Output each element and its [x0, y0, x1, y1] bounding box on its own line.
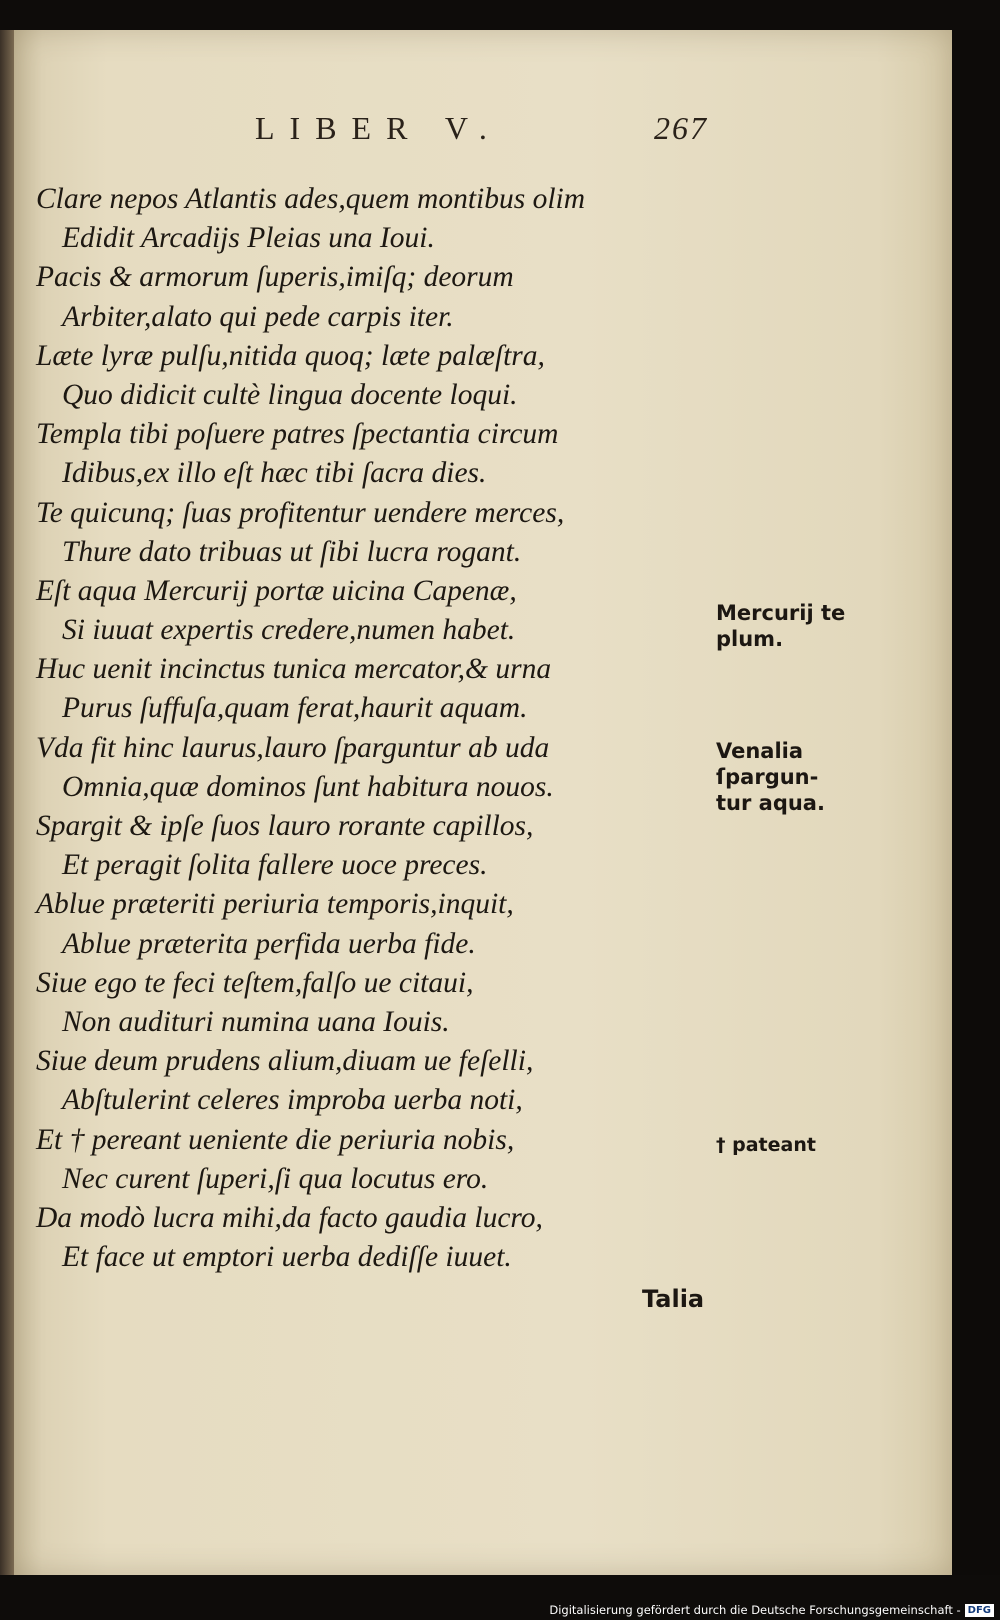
- verse-line: Templa tibi poſuere patres ſpectantia circum: [36, 418, 559, 451]
- verse-line: Vda fit hinc laurus,lauro ſparguntur ab uda: [36, 731, 550, 764]
- book-spine: [0, 30, 14, 1575]
- verse-line: Quo didicit cultè lingua docente loqui.: [62, 378, 518, 411]
- verse-line: Si iuuat expertis credere,numen habet.: [62, 614, 516, 647]
- page-number: 267: [654, 110, 708, 146]
- running-head: LIBER V.: [255, 110, 502, 146]
- verse-line: Abſtulerint celeres improba uerba noti,: [62, 1084, 523, 1117]
- verse-line: Eſt aqua Mercurij portæ uicina Capenæ,: [36, 574, 517, 607]
- verse-line: Arbiter,alato qui pede carpis iter.: [62, 300, 454, 333]
- verse-line: Huc uenit incinctus tunica mercator,& urna: [36, 653, 552, 686]
- margin-note-mercury-temple: Mercurij te plum.: [716, 601, 846, 651]
- verse-line: Et † pereant ueniente die periuria nobis,: [36, 1123, 515, 1156]
- verse-line: Te quicunq; ſuas profitentur uendere merces,: [36, 496, 565, 529]
- verse-line: Purus ſuffuſa,quam ferat,haurit aquam.: [62, 692, 528, 725]
- verse-line: Siue ego te feci teſtem,falſo ue citaui,: [36, 966, 474, 999]
- verse-line: Spargit & ipſe ſuos lauro rorante capillos,: [36, 810, 534, 842]
- verse-line: Ablue præteriti periuria temporis,inquit,: [36, 888, 514, 921]
- scan-background: [952, 30, 1000, 1575]
- dfg-logo: DFG: [965, 1604, 994, 1617]
- verse-line: Et face ut emptori uerba dediſſe iuuet.: [62, 1241, 512, 1274]
- margin-note-variant: † pateant: [716, 1134, 816, 1156]
- verse-line: Læte lyræ pulſu,nitida quoq; læte palæſtra,: [36, 339, 545, 372]
- catchword: Talia: [642, 1285, 705, 1313]
- verse-line: Non audituri numina uana Iouis.: [62, 1005, 450, 1038]
- verse-line: Clare nepos Atlantis ades,quem montibus olim: [36, 183, 586, 215]
- verse-line: Da modò lucra mihi,da facto gaudia lucro,: [36, 1201, 543, 1234]
- margin-note-venalia: Venalia ſpargun- tur aqua.: [716, 739, 825, 815]
- verse-line: Pacis & armorum ſuperis,imiſq; deorum: [36, 261, 514, 294]
- digitization-credit: [549, 1603, 994, 1617]
- credit-text: Digitalisierung gefördert durch die Deutsche Forschungsgemeinschaft -: [549, 1603, 961, 1617]
- verse-block: [36, 180, 636, 1277]
- verse-line: Nec curent ſuperi,ſi qua locutus ero.: [62, 1162, 489, 1195]
- verse-line: Thure dato tribuas ut ſibi lucra rogant.: [62, 535, 522, 568]
- verse-line: Ablue præterita perfida uerba fide.: [62, 927, 476, 960]
- verse-line: Siue deum prudens alium,diuam ue feſelli,: [36, 1045, 534, 1078]
- verse-line: Idibus,ex illo eſt hæc tibi ſacra dies.: [62, 457, 487, 490]
- verse-line: Omnia,quæ dominos ſunt habitura nouos.: [62, 770, 554, 803]
- verse-line: Edidit Arcadijs Pleias una Ioui.: [62, 222, 435, 255]
- verse-line: Et peragit ſolita fallere uoce preces.: [62, 849, 488, 882]
